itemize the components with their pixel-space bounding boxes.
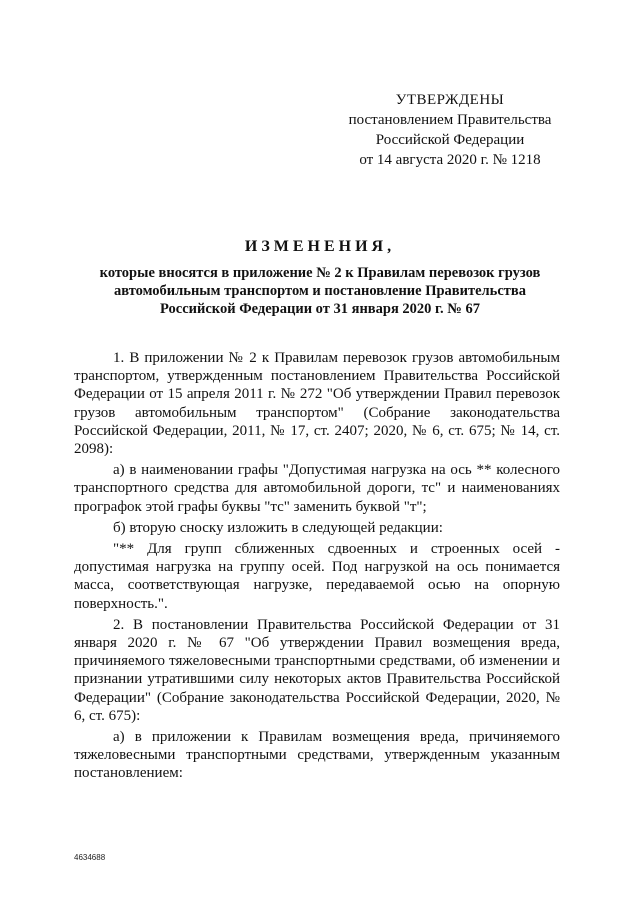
paragraph-1a: а) в наименовании графы "Допустимая нагрузка на ось ** колесного транспортного средства для автомобильной дороги, тс" и наименованиях прографок этой графы буквы "тс" заменить буквой "т"; <box>74 462 560 515</box>
subtitle-line-2: автомобильным транспортом и постановление Правительства <box>113 283 526 299</box>
approval-line-2: Российской Федерации <box>375 132 525 148</box>
paragraph-2: 2. В постановлении Правительства Российской Федерации от 31 января 2020 г. № 67 "Об утверждении Правил возмещения вреда, причиняемого тяжеловесными транспортными средствами, об изменении и признании утратившими силу некоторых актов Правительства Российской Федерации" (Собрание законодательства Российской Федерации, 2020, № 6, ст. 675): <box>74 616 560 724</box>
approval-line-3: от 14 августа 2020 г. № 1218 <box>359 152 541 168</box>
paragraph-footnote-text: "** Для групп сближенных сдвоенных и строенных осей - допустимая нагрузка на группу осей. Под нагрузкой на ось понимается масса, соответствующая нагрузке, передаваемой осью на опорную поверхность.". <box>74 541 560 612</box>
document-body <box>74 349 560 786</box>
paragraph-1b: б) вторую сноску изложить в следующей редакции: <box>113 519 443 536</box>
paragraph-1: 1. В приложении № 2 к Правилам перевозок грузов автомобильным транспортом, утвержденным постановлением Правительства Российской Федерации от 15 апреля 2011 г. № 272 "Об утверждении Правил перевозок грузов автомобильным транспортом" (Собрание законодательства Российской Федерации, 2011, № 17, ст. 2407; 2020, № 6, ст. 675; № 14, ст. 2098): <box>74 350 560 458</box>
document-title: ИЗМЕНЕНИЯ, <box>244 238 396 255</box>
subtitle-line-3: Российской Федерации от 31 января 2020 г. № 67 <box>160 301 480 317</box>
approval-line-1: постановлением Правительства <box>348 112 552 128</box>
approval-heading: УТВЕРЖДЕНЫ <box>395 92 505 108</box>
paragraph-2a: а) в приложении к Правилам возмещения вреда, причиняемого тяжеловесными транспортными средствами, утвержденным указанным постановлением: <box>74 729 560 782</box>
document-code: 4634688 <box>74 853 106 862</box>
approval-block <box>335 90 565 170</box>
document-subtitle <box>60 264 580 318</box>
subtitle-line-1: которые вносятся в приложение № 2 к Правилам перевозок грузов <box>99 265 541 281</box>
